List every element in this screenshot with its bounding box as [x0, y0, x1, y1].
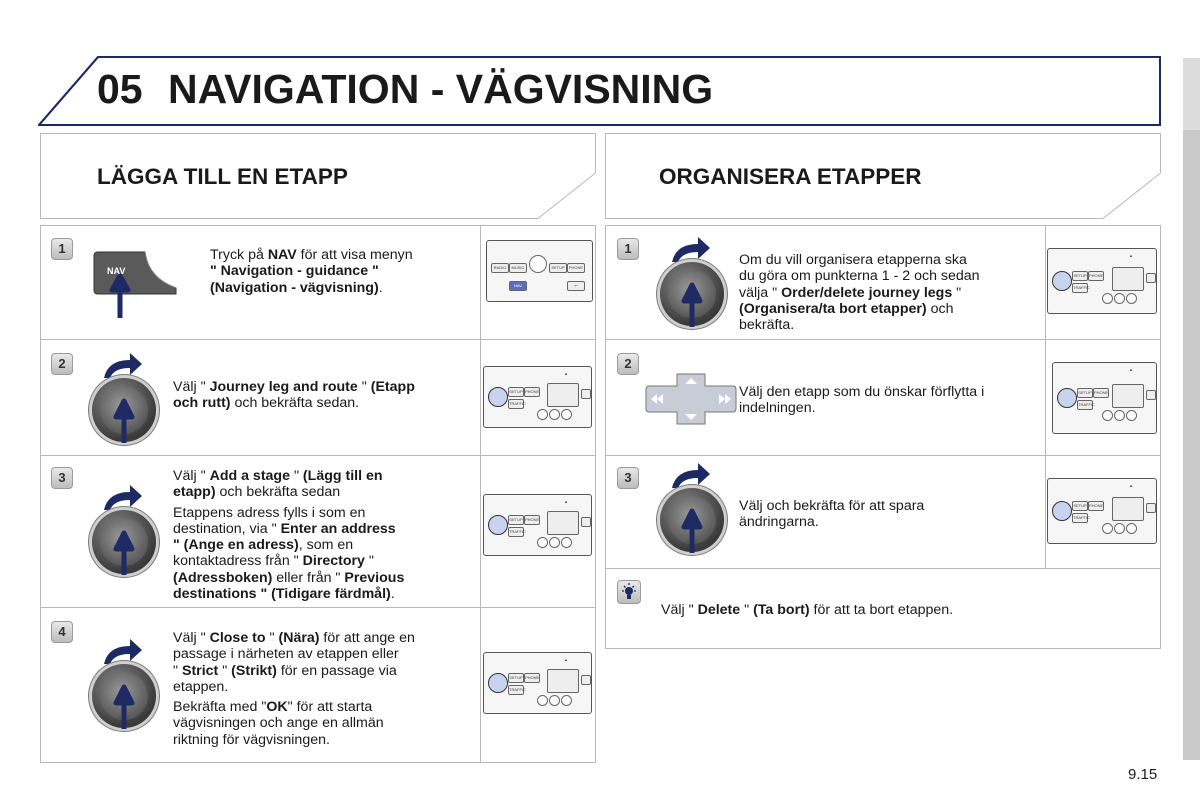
step-text: Om du vill organisera etapperna ska du göra om punkterna 1 - 2 och sedan välja " Order/delete journey legs " (Organisera/ta bort etapper) och bekräfta. — [739, 252, 980, 334]
radio-unit-illustration — [483, 366, 592, 428]
step-badge: 1 — [51, 238, 73, 260]
preset-button-icon — [549, 409, 560, 420]
radio-button-label: RADIO — [491, 263, 509, 273]
rotate-arrow-icon — [100, 350, 145, 380]
phone-button-label: PHONE — [524, 387, 540, 397]
direction-pad-icon — [547, 383, 579, 407]
nav-button-label: NAV — [107, 266, 126, 276]
preset-button-icon — [1102, 293, 1113, 304]
preset-button-icon — [1126, 293, 1137, 304]
traffic-button-label: TRAFFIC — [508, 527, 524, 537]
back-button-icon: ↩ — [567, 281, 585, 291]
divider — [40, 455, 596, 456]
preset-button-icon — [549, 537, 560, 548]
step-badge: 3 — [51, 467, 73, 489]
eject-icon: ▲ — [1129, 367, 1133, 372]
back-button-icon — [1146, 503, 1156, 513]
divider — [605, 339, 1161, 340]
music-button-label: MUSIC — [509, 263, 527, 273]
phone-button-label: PHONE — [524, 673, 540, 683]
preset-button-icon — [1126, 410, 1137, 421]
phone-button-label: PHONE — [1093, 388, 1109, 398]
preset-button-icon — [1114, 523, 1125, 534]
back-button-icon — [581, 517, 591, 527]
rotary-knob-icon — [488, 387, 508, 407]
eject-icon: ▲ — [1129, 483, 1133, 488]
radio-unit-illustration — [486, 240, 593, 302]
preset-button-icon — [1114, 293, 1125, 304]
phone-button-label: PHONE — [567, 263, 585, 273]
step-text: Välj " Add a stage " (Lägg till en etapp) och bekräfta sedan Etappens adress fylls i som en destination, via " Enter an address " (Ange en adress), som en kontaktadress från " Directory " (Adressboken) eller från " Previous destinations " (Tidigare färdmål). — [173, 468, 405, 603]
radio-unit-illustration — [483, 652, 592, 714]
step-badge: 4 — [51, 621, 73, 643]
traffic-button-label: TRAFFIC — [508, 399, 524, 409]
divider — [40, 607, 596, 608]
image-column-divider — [480, 225, 481, 763]
radio-unit-illustration — [1047, 478, 1157, 544]
divider — [605, 455, 1161, 456]
divider — [605, 568, 1161, 569]
preset-button-icon — [537, 695, 548, 706]
rotary-knob-icon — [1057, 388, 1077, 408]
radio-unit-illustration — [1052, 362, 1157, 434]
step-text: Välj " Journey leg and route " (Etapp och rutt) och bekräfta sedan. — [173, 379, 415, 412]
preset-button-icon — [1126, 523, 1137, 534]
traffic-button-label: TRAFFIC — [1072, 283, 1088, 293]
setup-button-label: SETUP — [1077, 388, 1093, 398]
rotary-knob-icon — [1052, 271, 1072, 291]
step-badge: 2 — [617, 353, 639, 375]
step-text: Välj " Close to " (Nära) för att ange en passage i närheten av etappen eller " Strict " (Strikt) för en passage via etappen. Bekräfta med "OK" för att starta vägvisningen och ange en allmän riktning för vägvisningen. — [173, 630, 415, 748]
step-text: Välj den etapp som du önskar förflytta i indelningen. — [739, 384, 985, 417]
eject-icon: ▲ — [1129, 253, 1133, 258]
step-badge: 2 — [51, 353, 73, 375]
direction-pad-icon — [1112, 267, 1144, 291]
push-arrow-icon — [106, 395, 142, 445]
chapter-number: 05 — [97, 66, 143, 112]
preset-button-icon — [537, 409, 548, 420]
volume-knob-icon — [529, 255, 547, 273]
page-number: 9.15 — [1128, 766, 1158, 783]
step-badge: 1 — [617, 238, 639, 260]
back-button-icon — [581, 675, 591, 685]
setup-button-label: SETUP — [1072, 501, 1088, 511]
left-section-title: LÄGGA TILL EN ETAPP — [97, 164, 348, 189]
tip-badge — [617, 580, 641, 604]
rotate-arrow-icon — [668, 460, 713, 490]
rotate-arrow-icon — [668, 234, 713, 264]
setup-button-label: SETUP — [508, 673, 524, 683]
nav-button-label: NAV — [509, 281, 527, 291]
rotary-knob-icon — [488, 515, 508, 535]
rotary-knob-icon — [1052, 501, 1072, 521]
eject-icon: ▲ — [564, 371, 568, 376]
step-text: Välj och bekräfta för att spara ändringarna. — [739, 498, 925, 531]
traffic-button-label: TRAFFIC — [508, 685, 524, 695]
direction-pad-icon — [1112, 384, 1144, 408]
rotary-knob-icon — [488, 673, 508, 693]
image-column-divider — [1045, 225, 1046, 568]
preset-button-icon — [1102, 410, 1113, 421]
step-text: Tryck på NAV för att visa menyn " Navigation - guidance " (Navigation - vägvisning). — [210, 247, 413, 296]
radio-unit-illustration — [1047, 248, 1157, 314]
setup-button-label: SETUP — [549, 263, 567, 273]
chapter-side-tab — [1183, 58, 1200, 760]
phone-button-label: PHONE — [1088, 501, 1104, 511]
push-arrow-icon — [674, 279, 710, 329]
preset-button-icon — [1102, 523, 1113, 534]
preset-button-icon — [1114, 410, 1125, 421]
preset-button-icon — [561, 409, 572, 420]
setup-button-label: SETUP — [508, 515, 524, 525]
direction-pad-icon — [547, 511, 579, 535]
direction-pad-icon — [645, 372, 737, 426]
preset-button-icon — [561, 537, 572, 548]
right-section-title: ORGANISERA ETAPPER — [659, 164, 922, 189]
phone-button-label: PHONE — [1088, 271, 1104, 281]
step-badge: 3 — [617, 467, 639, 489]
rotate-arrow-icon — [100, 636, 145, 666]
preset-button-icon — [537, 537, 548, 548]
setup-button-label: SETUP — [508, 387, 524, 397]
nav-button-illustration — [90, 248, 180, 324]
push-arrow-icon — [106, 681, 142, 731]
lightbulb-icon — [618, 581, 640, 603]
setup-button-label: SETUP — [1072, 271, 1088, 281]
divider — [40, 339, 596, 340]
chapter-title: NAVIGATION - VÄGVISNING — [168, 66, 714, 112]
phone-button-label: PHONE — [524, 515, 540, 525]
eject-icon: ▲ — [564, 657, 568, 662]
traffic-button-label: TRAFFIC — [1077, 400, 1093, 410]
rotate-arrow-icon — [100, 482, 145, 512]
push-arrow-icon — [674, 505, 710, 555]
back-button-icon — [1146, 390, 1156, 400]
radio-unit-illustration — [483, 494, 592, 556]
push-arrow-icon — [106, 527, 142, 577]
preset-button-icon — [549, 695, 560, 706]
preset-button-icon — [561, 695, 572, 706]
back-button-icon — [581, 389, 591, 399]
traffic-button-label: TRAFFIC — [1072, 513, 1088, 523]
eject-icon: ▲ — [564, 499, 568, 504]
tip-text: Välj " Delete " (Ta bort) för att ta bort etappen. — [661, 602, 954, 618]
direction-pad-icon — [547, 669, 579, 693]
direction-pad-icon — [1112, 497, 1144, 521]
back-button-icon — [1146, 273, 1156, 283]
